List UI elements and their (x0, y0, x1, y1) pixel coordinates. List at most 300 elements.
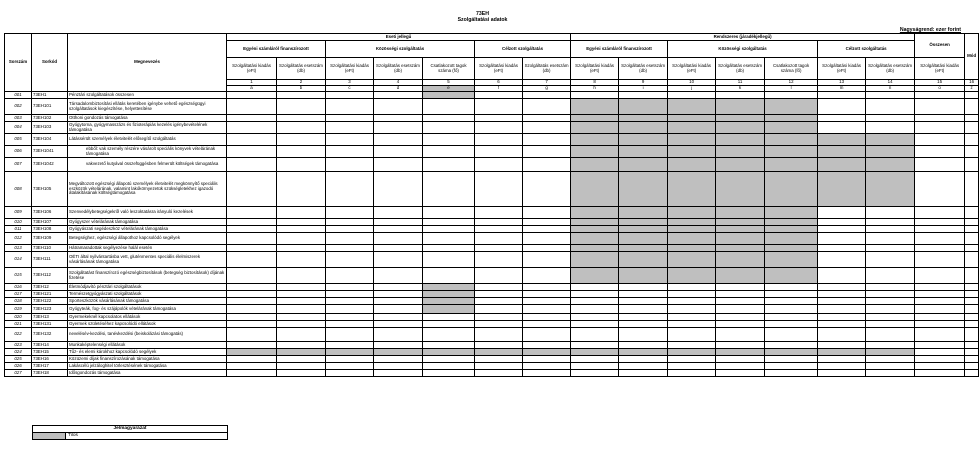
value-cell[interactable] (374, 122, 423, 134)
value-cell[interactable] (374, 268, 423, 284)
value-cell[interactable] (374, 298, 423, 305)
value-cell[interactable] (475, 314, 523, 321)
value-cell[interactable] (818, 363, 866, 370)
value-cell[interactable] (965, 284, 979, 291)
value-cell[interactable] (765, 321, 818, 328)
value-cell[interactable] (818, 245, 866, 252)
value-cell[interactable] (915, 328, 965, 342)
value-cell[interactable] (374, 219, 423, 226)
value-cell[interactable] (716, 321, 765, 328)
value-cell[interactable] (915, 172, 965, 207)
value-cell[interactable] (668, 291, 716, 298)
value-cell[interactable] (374, 226, 423, 233)
value-cell[interactable] (915, 314, 965, 321)
value-cell[interactable] (227, 92, 277, 99)
value-cell[interactable] (818, 321, 866, 328)
value-cell[interactable] (326, 172, 374, 207)
value-cell[interactable] (915, 356, 965, 363)
value-cell[interactable] (965, 314, 979, 321)
value-cell[interactable] (866, 207, 915, 219)
value-cell[interactable] (668, 314, 716, 321)
value-cell[interactable] (423, 356, 475, 363)
value-cell[interactable] (227, 291, 277, 298)
value-cell[interactable] (326, 291, 374, 298)
value-cell[interactable] (818, 226, 866, 233)
value-cell[interactable] (965, 146, 979, 158)
value-cell[interactable] (965, 134, 979, 146)
value-cell[interactable] (475, 233, 523, 245)
value-cell[interactable] (227, 219, 277, 226)
value-cell[interactable] (818, 370, 866, 377)
value-cell[interactable] (277, 268, 326, 284)
value-cell[interactable] (523, 226, 571, 233)
value-cell[interactable] (866, 328, 915, 342)
value-cell[interactable] (965, 226, 979, 233)
value-cell[interactable] (277, 305, 326, 314)
value-cell[interactable] (619, 370, 668, 377)
value-cell[interactable] (523, 356, 571, 363)
value-cell[interactable] (866, 356, 915, 363)
value-cell[interactable] (818, 233, 866, 245)
value-cell[interactable] (326, 226, 374, 233)
value-cell[interactable] (915, 321, 965, 328)
value-cell[interactable] (374, 92, 423, 99)
value-cell[interactable] (523, 115, 571, 122)
value-cell[interactable] (818, 314, 866, 321)
value-cell[interactable] (374, 342, 423, 349)
value-cell[interactable] (523, 298, 571, 305)
value-cell[interactable] (765, 305, 818, 314)
value-cell[interactable] (374, 172, 423, 207)
value-cell[interactable] (619, 298, 668, 305)
value-cell[interactable] (765, 363, 818, 370)
value-cell[interactable] (965, 99, 979, 115)
value-cell[interactable] (475, 122, 523, 134)
value-cell[interactable] (475, 158, 523, 172)
value-cell[interactable] (765, 342, 818, 349)
value-cell[interactable] (523, 321, 571, 328)
value-cell[interactable] (423, 342, 475, 349)
value-cell[interactable] (965, 370, 979, 377)
value-cell[interactable] (915, 363, 965, 370)
value-cell[interactable] (523, 342, 571, 349)
value-cell[interactable] (277, 342, 326, 349)
value-cell[interactable] (523, 99, 571, 115)
value-cell[interactable] (619, 291, 668, 298)
value-cell[interactable] (765, 298, 818, 305)
value-cell[interactable] (523, 370, 571, 377)
value-cell[interactable] (866, 284, 915, 291)
value-cell[interactable] (475, 342, 523, 349)
value-cell[interactable] (668, 298, 716, 305)
value-cell[interactable] (866, 291, 915, 298)
value-cell[interactable] (915, 291, 965, 298)
value-cell[interactable] (619, 314, 668, 321)
value-cell[interactable] (668, 342, 716, 349)
value-cell[interactable] (523, 92, 571, 99)
value-cell[interactable] (475, 92, 523, 99)
value-cell[interactable] (523, 158, 571, 172)
value-cell[interactable] (227, 207, 277, 219)
value-cell[interactable] (227, 226, 277, 233)
value-cell[interactable] (423, 207, 475, 219)
value-cell[interactable] (475, 284, 523, 291)
value-cell[interactable] (277, 219, 326, 226)
value-cell[interactable] (326, 134, 374, 146)
value-cell[interactable] (423, 219, 475, 226)
value-cell[interactable] (423, 122, 475, 134)
value-cell[interactable] (818, 252, 866, 268)
value-cell[interactable] (277, 158, 326, 172)
value-cell[interactable] (374, 305, 423, 314)
value-cell[interactable] (423, 134, 475, 146)
value-cell[interactable] (866, 245, 915, 252)
value-cell[interactable] (374, 146, 423, 158)
value-cell[interactable] (965, 298, 979, 305)
value-cell[interactable] (915, 284, 965, 291)
value-cell[interactable] (571, 356, 619, 363)
value-cell[interactable] (915, 342, 965, 349)
value-cell[interactable] (866, 252, 915, 268)
value-cell[interactable] (227, 363, 277, 370)
value-cell[interactable] (374, 158, 423, 172)
value-cell[interactable] (374, 233, 423, 245)
value-cell[interactable] (915, 122, 965, 134)
value-cell[interactable] (765, 284, 818, 291)
value-cell[interactable] (326, 158, 374, 172)
value-cell[interactable] (423, 146, 475, 158)
value-cell[interactable] (523, 219, 571, 226)
value-cell[interactable] (866, 305, 915, 314)
value-cell[interactable] (818, 92, 866, 99)
value-cell[interactable] (915, 226, 965, 233)
value-cell[interactable] (716, 328, 765, 342)
value-cell[interactable] (277, 291, 326, 298)
value-cell[interactable] (619, 305, 668, 314)
value-cell[interactable] (227, 321, 277, 328)
value-cell[interactable] (571, 284, 619, 291)
value-cell[interactable] (475, 370, 523, 377)
value-cell[interactable] (619, 328, 668, 342)
value-cell[interactable] (475, 99, 523, 115)
value-cell[interactable] (915, 305, 965, 314)
value-cell[interactable] (277, 298, 326, 305)
value-cell[interactable] (277, 245, 326, 252)
value-cell[interactable] (326, 305, 374, 314)
value-cell[interactable] (227, 146, 277, 158)
value-cell[interactable] (915, 298, 965, 305)
value-cell[interactable] (965, 252, 979, 268)
value-cell[interactable] (326, 252, 374, 268)
value-cell[interactable] (619, 363, 668, 370)
value-cell[interactable] (965, 363, 979, 370)
value-cell[interactable] (277, 252, 326, 268)
value-cell[interactable] (326, 146, 374, 158)
value-cell[interactable] (965, 172, 979, 207)
value-cell[interactable] (326, 363, 374, 370)
value-cell[interactable] (915, 134, 965, 146)
value-cell[interactable] (326, 284, 374, 291)
value-cell[interactable] (423, 314, 475, 321)
value-cell[interactable] (227, 115, 277, 122)
value-cell[interactable] (571, 370, 619, 377)
value-cell[interactable] (523, 245, 571, 252)
value-cell[interactable] (423, 233, 475, 245)
value-cell[interactable] (227, 158, 277, 172)
value-cell[interactable] (571, 305, 619, 314)
value-cell[interactable] (965, 291, 979, 298)
value-cell[interactable] (915, 268, 965, 284)
value-cell[interactable] (866, 370, 915, 377)
value-cell[interactable] (277, 115, 326, 122)
value-cell[interactable] (423, 245, 475, 252)
value-cell[interactable] (277, 172, 326, 207)
value-cell[interactable] (716, 291, 765, 298)
value-cell[interactable] (915, 245, 965, 252)
value-cell[interactable] (915, 252, 965, 268)
value-cell[interactable] (374, 245, 423, 252)
value-cell[interactable] (227, 252, 277, 268)
value-cell[interactable] (965, 233, 979, 245)
value-cell[interactable] (277, 363, 326, 370)
value-cell[interactable] (374, 328, 423, 342)
value-cell[interactable] (668, 321, 716, 328)
value-cell[interactable] (475, 245, 523, 252)
value-cell[interactable] (374, 370, 423, 377)
value-cell[interactable] (475, 226, 523, 233)
value-cell[interactable] (818, 99, 866, 115)
value-cell[interactable] (227, 305, 277, 314)
value-cell[interactable] (965, 122, 979, 134)
value-cell[interactable] (668, 370, 716, 377)
value-cell[interactable] (374, 356, 423, 363)
value-cell[interactable] (716, 370, 765, 377)
value-cell[interactable] (668, 363, 716, 370)
value-cell[interactable] (716, 305, 765, 314)
value-cell[interactable] (326, 321, 374, 328)
value-cell[interactable] (475, 356, 523, 363)
value-cell[interactable] (668, 328, 716, 342)
value-cell[interactable] (619, 284, 668, 291)
value-cell[interactable] (765, 328, 818, 342)
value-cell[interactable] (818, 219, 866, 226)
value-cell[interactable] (326, 314, 374, 321)
value-cell[interactable] (523, 134, 571, 146)
value-cell[interactable] (277, 146, 326, 158)
value-cell[interactable] (374, 252, 423, 268)
value-cell[interactable] (523, 305, 571, 314)
value-cell[interactable] (326, 298, 374, 305)
value-cell[interactable] (818, 268, 866, 284)
value-cell[interactable] (571, 321, 619, 328)
value-cell[interactable] (475, 134, 523, 146)
value-cell[interactable] (227, 342, 277, 349)
value-cell[interactable] (965, 321, 979, 328)
value-cell[interactable] (523, 268, 571, 284)
value-cell[interactable] (571, 92, 619, 99)
value-cell[interactable] (475, 146, 523, 158)
value-cell[interactable] (374, 99, 423, 115)
value-cell[interactable] (915, 92, 965, 99)
value-cell[interactable] (374, 284, 423, 291)
value-cell[interactable] (523, 314, 571, 321)
value-cell[interactable] (277, 134, 326, 146)
value-cell[interactable] (475, 115, 523, 122)
value-cell[interactable] (523, 284, 571, 291)
value-cell[interactable] (227, 245, 277, 252)
value-cell[interactable] (475, 172, 523, 207)
value-cell[interactable] (277, 284, 326, 291)
value-cell[interactable] (326, 115, 374, 122)
value-cell[interactable] (915, 146, 965, 158)
value-cell[interactable] (571, 328, 619, 342)
value-cell[interactable] (423, 99, 475, 115)
value-cell[interactable] (965, 92, 979, 99)
value-cell[interactable] (866, 314, 915, 321)
value-cell[interactable] (326, 207, 374, 219)
value-cell[interactable] (818, 207, 866, 219)
value-cell[interactable] (326, 370, 374, 377)
value-cell[interactable] (818, 305, 866, 314)
value-cell[interactable] (915, 99, 965, 115)
value-cell[interactable] (227, 284, 277, 291)
value-cell[interactable] (423, 268, 475, 284)
value-cell[interactable] (374, 134, 423, 146)
value-cell[interactable] (619, 342, 668, 349)
value-cell[interactable] (423, 226, 475, 233)
value-cell[interactable] (668, 284, 716, 291)
value-cell[interactable] (523, 233, 571, 245)
value-cell[interactable] (523, 207, 571, 219)
value-cell[interactable] (915, 370, 965, 377)
value-cell[interactable] (326, 233, 374, 245)
value-cell[interactable] (277, 370, 326, 377)
value-cell[interactable] (915, 207, 965, 219)
value-cell[interactable] (277, 207, 326, 219)
value-cell[interactable] (965, 158, 979, 172)
value-cell[interactable] (619, 321, 668, 328)
value-cell[interactable] (227, 370, 277, 377)
value-cell[interactable] (374, 314, 423, 321)
value-cell[interactable] (374, 321, 423, 328)
value-cell[interactable] (571, 363, 619, 370)
value-cell[interactable] (965, 219, 979, 226)
value-cell[interactable] (326, 342, 374, 349)
value-cell[interactable] (866, 115, 915, 122)
value-cell[interactable] (227, 134, 277, 146)
value-cell[interactable] (716, 342, 765, 349)
value-cell[interactable] (227, 122, 277, 134)
value-cell[interactable] (423, 172, 475, 207)
value-cell[interactable] (475, 298, 523, 305)
value-cell[interactable] (277, 92, 326, 99)
value-cell[interactable] (619, 356, 668, 363)
value-cell[interactable] (227, 268, 277, 284)
value-cell[interactable] (423, 363, 475, 370)
value-cell[interactable] (668, 305, 716, 314)
value-cell[interactable] (915, 219, 965, 226)
value-cell[interactable] (818, 122, 866, 134)
value-cell[interactable] (277, 321, 326, 328)
value-cell[interactable] (423, 115, 475, 122)
value-cell[interactable] (818, 291, 866, 298)
value-cell[interactable] (965, 328, 979, 342)
value-cell[interactable] (523, 252, 571, 268)
value-cell[interactable] (523, 122, 571, 134)
value-cell[interactable] (374, 115, 423, 122)
value-cell[interactable] (866, 92, 915, 99)
value-cell[interactable] (965, 207, 979, 219)
value-cell[interactable] (374, 363, 423, 370)
value-cell[interactable] (915, 115, 965, 122)
value-cell[interactable] (915, 349, 965, 356)
value-cell[interactable] (668, 356, 716, 363)
value-cell[interactable] (765, 92, 818, 99)
value-cell[interactable] (326, 245, 374, 252)
value-cell[interactable] (277, 99, 326, 115)
value-cell[interactable] (277, 233, 326, 245)
value-cell[interactable] (965, 349, 979, 356)
value-cell[interactable] (716, 356, 765, 363)
value-cell[interactable] (765, 356, 818, 363)
value-cell[interactable] (326, 328, 374, 342)
value-cell[interactable] (716, 314, 765, 321)
value-cell[interactable] (277, 226, 326, 233)
value-cell[interactable] (765, 314, 818, 321)
value-cell[interactable] (475, 328, 523, 342)
value-cell[interactable] (866, 342, 915, 349)
value-cell[interactable] (818, 328, 866, 342)
value-cell[interactable] (716, 363, 765, 370)
value-cell[interactable] (475, 207, 523, 219)
value-cell[interactable] (374, 207, 423, 219)
value-cell[interactable] (423, 321, 475, 328)
value-cell[interactable] (227, 233, 277, 245)
value-cell[interactable] (818, 284, 866, 291)
value-cell[interactable] (523, 172, 571, 207)
value-cell[interactable] (716, 284, 765, 291)
value-cell[interactable] (818, 356, 866, 363)
value-cell[interactable] (475, 219, 523, 226)
value-cell[interactable] (866, 219, 915, 226)
value-cell[interactable] (965, 268, 979, 284)
value-cell[interactable] (866, 321, 915, 328)
value-cell[interactable] (571, 342, 619, 349)
value-cell[interactable] (523, 363, 571, 370)
value-cell[interactable] (326, 356, 374, 363)
value-cell[interactable] (326, 99, 374, 115)
value-cell[interactable] (326, 268, 374, 284)
value-cell[interactable] (716, 92, 765, 99)
value-cell[interactable] (668, 92, 716, 99)
value-cell[interactable] (571, 291, 619, 298)
value-cell[interactable] (423, 328, 475, 342)
value-cell[interactable] (818, 342, 866, 349)
value-cell[interactable] (277, 314, 326, 321)
value-cell[interactable] (866, 268, 915, 284)
value-cell[interactable] (866, 99, 915, 115)
value-cell[interactable] (326, 122, 374, 134)
value-cell[interactable] (523, 291, 571, 298)
value-cell[interactable] (475, 252, 523, 268)
value-cell[interactable] (227, 356, 277, 363)
value-cell[interactable] (277, 356, 326, 363)
value-cell[interactable] (475, 268, 523, 284)
value-cell[interactable] (227, 314, 277, 321)
value-cell[interactable] (965, 245, 979, 252)
value-cell[interactable] (965, 305, 979, 314)
value-cell[interactable] (866, 122, 915, 134)
